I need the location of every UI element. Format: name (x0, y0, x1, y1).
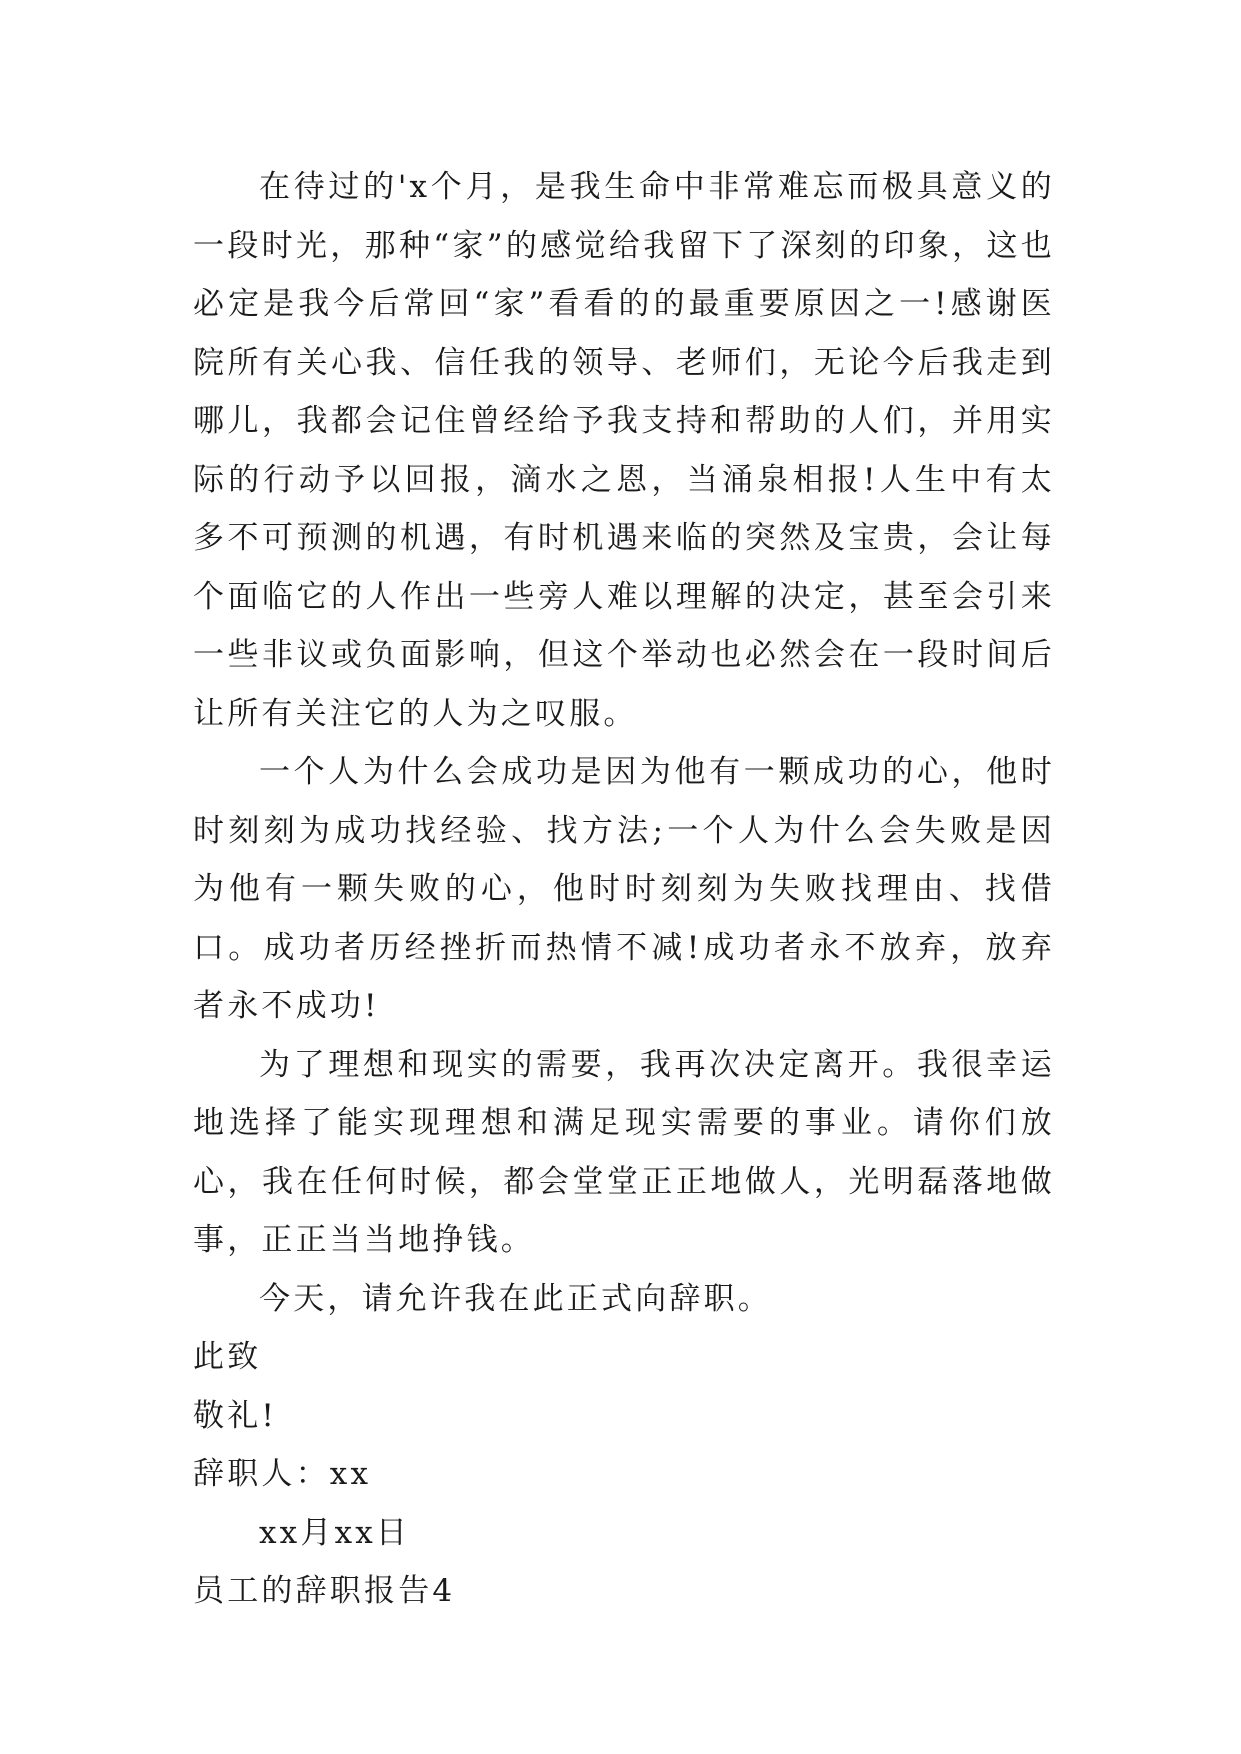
date-line: xx月xx日 (259, 1514, 411, 1551)
document-page (193, 158, 1055, 1621)
closing-to: 此致 (193, 1339, 262, 1375)
body-paragraph-1: 在待过的'x个月，是我生命中非常难忘而极具意义的一段时光，那种“家”的感觉给我留下了深刻的印象，这也必定是我今后常回“家”看看的的最重要原因之一!感谢医院所有关心我、信任我的领导、老师们，无论今后我走到哪儿，我都会记住曾经给予我支持和帮助的人们，并用实际的行动予以回报，滴水之恩，当涌泉相报!人生中有太多不可预测的机遇，有时机遇来临的突然及宝贵，会让每个面临它的人作出一些旁人难以理解的决定，甚至会引来一些非议或负面影响，但这个举动也必然会在一段时间后让所有关注它的人为之叹服。 (193, 169, 1055, 732)
body-paragraph-4: 今天，请允许我在此正式向辞职。 (259, 1280, 772, 1317)
body-paragraph-2: 一个人为什么会成功是因为他有一颗成功的心，他时时刻刻为成功找经验、找方法;一个人为什么会失败是因为他有一颗失败的心，他时时刻刻为失败找理由、找借口。成功者历经挫折而热情不减!成功者永不放弃，放弃者永不成功! (193, 754, 1055, 1024)
signer-line: 辞职人：xx (193, 1456, 372, 1492)
body-paragraph-3: 为了理想和现实的需要，我再次决定离开。我很幸运地选择了能实现理想和满足现实需要的事业。请你们放心，我在任何时候，都会堂堂正正地做人，光明磊落地做事，正正当当地挣钱。 (193, 1046, 1055, 1258)
closing-salute: 敬礼! (193, 1397, 278, 1434)
next-section-title: 员工的辞职报告4 (193, 1573, 456, 1609)
